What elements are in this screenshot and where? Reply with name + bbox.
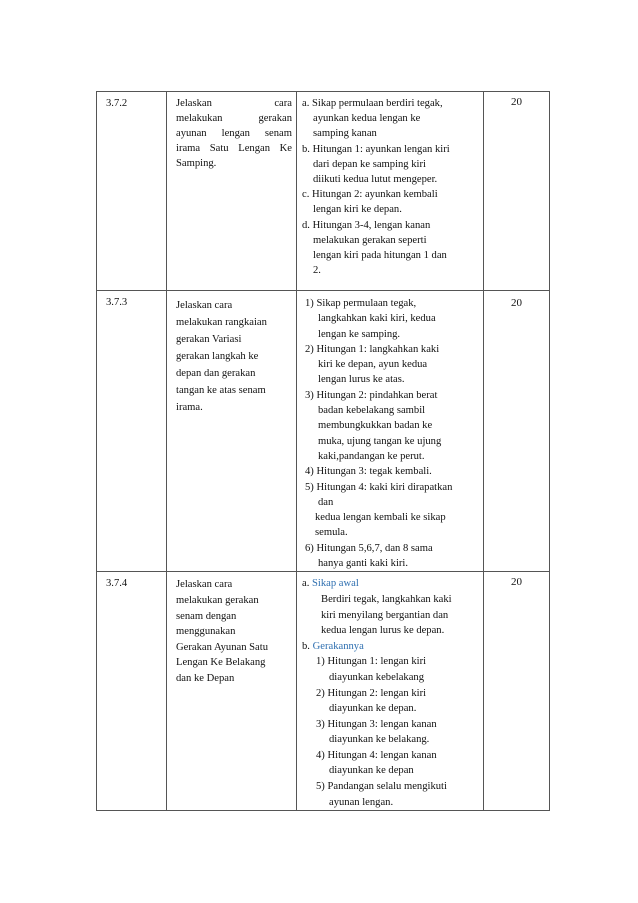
score-value: 20 [511, 297, 522, 309]
answer-cell [297, 291, 484, 572]
answer-line: semula. [315, 527, 348, 539]
question-line: Jelaskan cara [176, 98, 292, 109]
answer-line: Sikap permulaan berdiri tegak, [312, 98, 443, 109]
answer-line: ayunan lengan. [329, 796, 394, 808]
answer-label: 3) [316, 718, 325, 730]
question-line: dan ke Depan [176, 672, 235, 684]
answer-line: melakukan gerakan seperti [313, 234, 427, 246]
answer-line: lengan lurus ke atas. [318, 374, 405, 386]
score-cell [484, 572, 550, 811]
answer-line: Hitungan 2: pindahkan berat [316, 389, 438, 401]
score-cell [484, 92, 550, 291]
question-line: Gerakan Ayunan Satu [176, 641, 268, 653]
answer-item [302, 218, 480, 279]
answer-line: Hitungan 5,6,7, dan 8 sama [316, 542, 433, 554]
question-line: melakukan rangkaian [176, 317, 267, 328]
answer-line: membungkukkan badan ke [318, 420, 433, 432]
question-line: ayunan lengan senam [176, 128, 292, 139]
answer-label: b. [302, 143, 310, 155]
answer-line: lengan kiri ke depan. [313, 204, 402, 216]
question-line: irama Satu Lengan Ke [176, 143, 292, 154]
table-row [97, 92, 550, 291]
answer-line: Hitungan 1: ayunkan lengan kiri [312, 143, 450, 155]
answer-line: diayunkan ke belakang. [329, 734, 430, 746]
answer-label: 5) [316, 781, 325, 793]
answer-label: 2) [305, 343, 314, 355]
answer-item [305, 480, 480, 511]
answer-label: c. [302, 189, 310, 201]
exam-table [96, 91, 550, 811]
item-code-cell [97, 572, 167, 811]
question-cell [167, 572, 297, 811]
answer-item [316, 686, 480, 717]
section-gerakannya [302, 639, 480, 811]
answer-cell [297, 572, 484, 811]
answer-line: Hitungan 1: lengan kiri [327, 656, 427, 668]
answer-line: hanya ganti kaki kiri. [318, 558, 409, 570]
answer-line: kedua lengan lurus ke depan. [321, 625, 445, 637]
answer-item [305, 541, 480, 572]
answer-line: lengan ke samping. [318, 328, 401, 340]
question-cell [167, 291, 297, 572]
answer-line: Hitungan 3: lengan kanan [327, 718, 437, 730]
answer-label: 3) [305, 389, 314, 401]
answer-item [302, 96, 480, 142]
question-text [167, 92, 296, 171]
answer-item [302, 187, 480, 217]
answer-item [305, 510, 480, 541]
answer-label: 4) [305, 466, 314, 478]
answer-line: langkahkan kaki kiri, kedua [318, 313, 436, 325]
sub-list [302, 654, 480, 810]
question-cell [167, 92, 297, 291]
answer-line: Hitungan 4: lengan kanan [327, 749, 437, 761]
item-code: 3.7.2 [106, 98, 128, 109]
question-line: Samping. [176, 158, 217, 169]
section-sikap-awal [302, 576, 480, 638]
answer-label: d. [302, 219, 310, 231]
answer-label: 1) [316, 656, 325, 668]
answer-line: 2. [313, 265, 321, 277]
answer-label: 4) [316, 749, 325, 761]
question-text [167, 291, 296, 416]
table-row [97, 291, 550, 572]
question-line: gerakan langkah ke [176, 351, 259, 362]
item-code: 3.7.3 [106, 297, 128, 308]
score-cell [484, 291, 550, 572]
section-title: Gerakannya [312, 640, 364, 652]
answer-list [297, 572, 483, 810]
answer-line: kiri ke depan, ayun kedua [318, 359, 428, 371]
answer-line: kiri menyilang bergantian dan [321, 609, 449, 621]
answer-line: Pandangan selalu mengikuti [327, 781, 447, 793]
item-code-cell [97, 291, 167, 572]
answer-list [297, 291, 483, 571]
score-value: 20 [511, 96, 522, 108]
question-line: Lengan Ke Belakang [176, 657, 266, 669]
answer-item [316, 717, 480, 748]
score-value: 20 [511, 576, 522, 589]
answer-line: diayunkan ke depan. [329, 703, 417, 715]
answer-item [316, 779, 480, 810]
answer-line: Hitungan 3-4, lengan kanan [312, 219, 431, 231]
answer-label: a. [302, 98, 310, 109]
section-label: a. [302, 578, 310, 590]
answer-line: diayunkan kebelakang [329, 671, 425, 683]
answer-line: kaki,pandangan ke perut. [318, 450, 425, 462]
answer-cell [297, 92, 484, 291]
answer-item [305, 342, 480, 388]
answer-label: 6) [305, 542, 314, 554]
answer-item [316, 654, 480, 685]
answer-line: ayunkan kedua lengan ke [313, 113, 421, 125]
answer-item [305, 464, 480, 479]
answer-line: Hitungan 3: tegak kembali. [316, 466, 432, 478]
answer-line: dari depan ke samping kiri [313, 158, 426, 170]
answer-line: Berdiri tegak, langkahkan kaki [321, 593, 452, 605]
answer-line: Hitungan 4: kaki kiri dirapatkan [316, 481, 453, 493]
answer-item [316, 748, 480, 779]
question-line: menggunakan [176, 626, 236, 638]
answer-label: 2) [316, 687, 325, 699]
answer-line: badan kebelakang sambil [318, 405, 426, 417]
answer-line: dan [318, 496, 334, 508]
answer-line: diayunkan ke depan [329, 765, 414, 777]
answer-line: diikuti kedua lutut mengeper. [313, 174, 438, 186]
answer-list [297, 92, 483, 278]
answer-line: Hitungan 2: ayunkan kembali [312, 189, 438, 201]
answer-line: kedua lengan kembali ke sikap [315, 512, 446, 524]
question-line: senam dengan [176, 610, 237, 622]
table-row [97, 572, 550, 811]
question-line: Jelaskan cara [176, 300, 233, 311]
answer-label: 1) [305, 298, 314, 309]
section-title: Sikap awal [312, 578, 359, 590]
answer-item [302, 142, 480, 188]
question-line: tangan ke atas senam [176, 385, 266, 396]
answer-line: Hitungan 2: lengan kiri [327, 687, 427, 699]
item-code-cell [97, 92, 167, 291]
answer-line: samping kanan [313, 128, 377, 140]
answer-item [305, 296, 480, 342]
answer-label: 5) [305, 481, 314, 493]
question-line: irama. [176, 402, 203, 413]
answer-line: Hitungan 1: langkahkan kaki [316, 343, 440, 355]
answer-item [305, 388, 480, 464]
question-line: Jelaskan cara [176, 579, 233, 591]
answer-line: Sikap permulaan tegak, [316, 298, 417, 309]
answer-line: muka, ujung tangan ke ujung [318, 435, 442, 447]
question-line: gerakan Variasi [176, 334, 242, 345]
question-line: depan dan gerakan [176, 368, 256, 379]
item-code: 3.7.4 [106, 578, 128, 590]
question-line: melakukan gerakan [176, 594, 259, 606]
section-label: b. [302, 640, 310, 652]
question-text [167, 572, 296, 686]
question-line: melakukan gerakan [176, 113, 292, 124]
answer-line: lengan kiri pada hitungan 1 dan [313, 250, 447, 262]
